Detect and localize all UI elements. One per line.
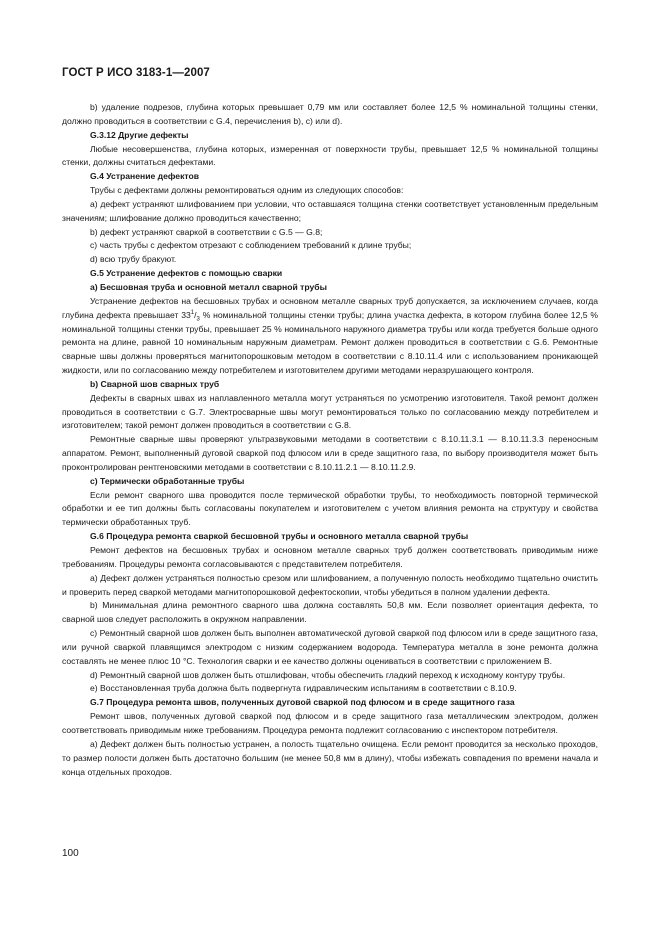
heading-g4: G.4 Устранение дефектов [90, 171, 200, 182]
fraction-denominator: 3 [196, 316, 200, 323]
subheading-g5-b: b) Сварной шов сварных труб [90, 378, 220, 389]
paragraph-g6-intro: Ремонт дефектов на бесшовных трубах и основном металле сварных труб должен соответствовать приводимым ниже требованиям. Процедуры ремонта согласовываются с представителем потребителя. [62, 545, 598, 569]
paragraph-seamless-repair: Устранение дефектов на бесшовных трубах и основном металле сварных труб допускается, за исключением случаев, когда глубина дефекта превышает $33^1/_3$ % номинальной толщины стенки трубы; длина участка дефекта, в котором глубина более 12,5 % номинальной толщины стенки трубы, превышает 25 % номинального наружного диаметра трубы или когда требуется больше одного ремонта на длине, равной 10 номинальным наружным диаметрам. Ремонт должен проводиться в соответствии с G.6. Ремонтные сварные швы должны проверяться магнитопорошковым методом в соответствии с 8.10.11.4 или с использованием проникающей жидкости, или по согласованию между потребителем и изготовителем другими методами неразрушающего контроля. [62, 295, 598, 376]
fraction-numerator: 1 [190, 309, 195, 316]
subheading-g5-c: c) Термически обработанные трубы [90, 475, 245, 486]
list-item-g6-d: d) Ремонтный сварной шов должен быть отшлифован, чтобы обеспечить гладкий переход к исходному контуру трубы. [90, 669, 566, 680]
paragraph-weld-seam-defects: Дефекты в сварных швах из наплавленного металла могут устраняться по усмотрению изготовителя. Такой ремонт должен проводиться в соответствии с G.7. Электросварные швы могут ремонтироваться только по согласованию между потребителем и изготовителем; такой ремонт должен проводиться в соответствии с G.8. [62, 392, 598, 431]
paragraph-seamless-repair-part-1: Устранение дефектов на бесшовных трубах и основном металле сварных труб допускается, за исключением случаев, когда глубина дефекта превышает 33 [62, 295, 598, 320]
list-item-b-welding: b) дефект устраняют сваркой в соответствии с G.5 — G.8; [90, 226, 323, 237]
heading-g5: G.5 Устранение дефектов с помощью сварки [90, 268, 283, 279]
list-item-g6-a: a) Дефект должен устраняться полностью срезом или шлифованием, а полученную полость необходимо тщательно очистить и проверить перед сваркой методами магнитопорошковой дефектоскопии, чтобы убедиться в полном удалении дефекта. [62, 572, 598, 597]
paragraph-repair-methods-intro: Трубы с дефектами должны ремонтироваться одним из следующих способов: [90, 185, 404, 196]
standard-header: ГОСТ Р ИСО 3183-1—2007 [62, 67, 210, 79]
list-item-g6-b: b) Минимальная длина ремонтного сварного шва должна составлять 50,8 мм. Если позволяет ориентация дефекта, то сварной шов следует расположить в окружном направлении. [62, 600, 598, 625]
paragraph-other-defects: Любые несовершенства, глубина которых, измеренная от поверхности трубы, превышает 12,5 % номинальной толщины стенки, должны считаться дефектами. [62, 143, 598, 168]
paragraph-g7-intro: Ремонт швов, полученных дуговой сваркой под флюсом и в среде защитного газа металлическим электродом, должен соответствовать приводимым ниже требованиям. Процедура ремонта подлежит согласованию с инспектором потребителя. [62, 711, 598, 735]
subheading-g5-a: a) Бесшовная труба и основной металл сварной трубы [90, 281, 327, 292]
list-item-g6-e: e) Восстановленная труба должна быть подвергнута гидравлическим испытаниям в соответствии с 8.10.9. [90, 683, 517, 694]
body-text [62, 101, 598, 779]
list-item-c-cutting: c) часть трубы с дефектом отрезают с соблюдением требований к длине трубы; [90, 240, 412, 251]
page-number: 100 [62, 848, 79, 859]
list-item-d-reject: d) всю трубу бракуют. [90, 254, 177, 265]
list-item-a-grinding: a) дефект устраняют шлифованием при условии, что оставшаяся толщина стенки соответствует установленным предельным значениям; шлифование должно проводиться качественно; [62, 198, 598, 223]
paragraph-ultrasonic-inspection: Ремонтные сварные швы проверяют ультразвуковыми методами в соответствии с 8.10.11.3.1 — 8.10.11.3.3 переносным аппаратом. Ремонт, выполненный дуговой сваркой под флюсом или в среде защитного газа, по выбору производителя может быть проконтролирован рентгеновскими методами в соответствии с 8.10.11.2.1 — 8.10.11.2.9. [62, 434, 598, 472]
heading-g3-12: G.3.12 Другие дефекты [90, 129, 189, 140]
paragraph-undercuts: b) удаление подрезов, глубина которых превышает 0,79 мм или составляет более 12,5 % номинальной толщины стенки, должно проводиться в соответствии с G.4, перечисления b), c) или d). [62, 102, 598, 126]
paragraph-seamless-repair-part-2: % номинальной толщины стенки трубы; длина участка дефекта, в котором глубина более 12,5 % номинальной толщины стенки трубы, превышает 25 % номинального наружного диаметра трубы или когда требуется больше одного ремонта на длине, равной 10 номинальным наружным диаметрам. Ремонт должен проводиться в соответствии с G.6. Ремонтные сварные швы должны проверяться магнитопорошковым методом в соответствии с 8.10.11.4 или с использованием проникающей жидкости, или по согласованию между потребителем и изготовителем другими методами неразрушающего контроля. [62, 309, 598, 376]
list-item-g6-c: c) Ремонтный сварной шов должен быть выполнен автоматической дуговой сваркой под флюсом или в среде защитного газа, или ручной сваркой плавящимся электродом с низким содержанием водорода. Температура металла в зоне ремонта должна составлять не менее плюс 10 °C. Технология сварки и ее качество должны оцениваться в соответствии с приложением B. [62, 628, 598, 666]
heading-g7: G.7 Процедура ремонта швов, полученных дуговой сваркой под флюсом и в среде защитного газа [90, 697, 515, 708]
list-item-g7-a: a) Дефект должен быть полностью устранен, а полость тщательно очищена. Если ремонт проводится за несколько проходов, то размер полости должен быть достаточно большим (не менее 50,8 мм в длину), чтобы избежать совпадения по времени начала и конца отдельных проходов. [62, 738, 598, 777]
heading-g6: G.6 Процедура ремонта сваркой бесшовной трубы и основного металла сварной трубы [90, 531, 469, 542]
paragraph-heat-treated: Если ремонт сварного шва проводится после термической обработки трубы, то необходимость повторной термической обработки и ее тип должны быть согласованы покупателем и изготовителем с учетом влияния ремонта на структуру и свойства термически обработанных труб. [62, 489, 598, 528]
